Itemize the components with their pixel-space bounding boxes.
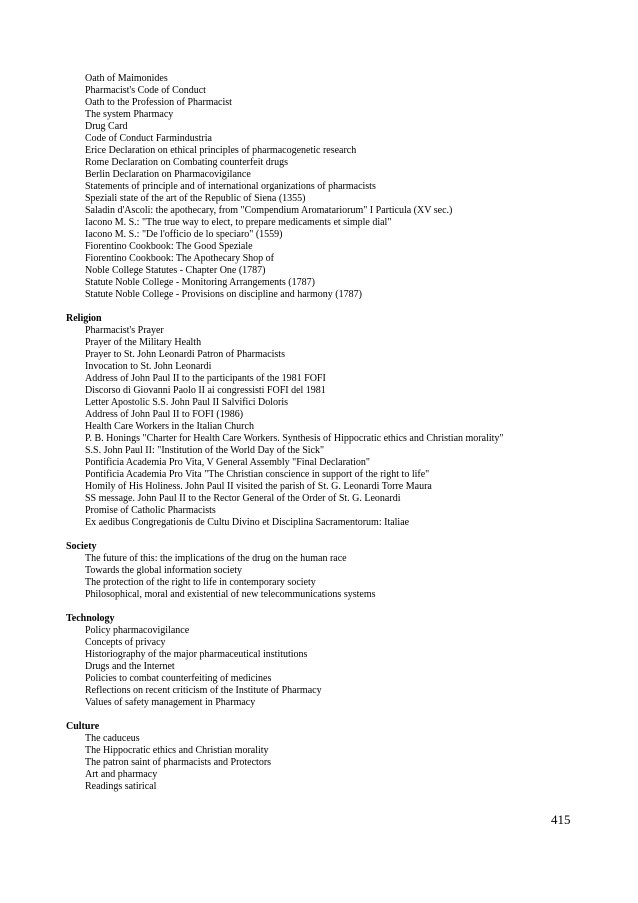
section-culture: [66, 721, 586, 793]
list-item: Invocation to St. John Leonardi: [85, 361, 212, 372]
list-item: Concepts of privacy: [85, 637, 166, 648]
list-item: Prayer of the Military Health: [85, 337, 202, 348]
list-item: Statements of principle and of international organizations of pharmacists: [85, 181, 376, 192]
list-item: Statute Noble College - Provisions on discipline and harmony (1787): [85, 289, 362, 300]
list-item: Fiorentino Cookbook: The Good Speziale: [85, 241, 253, 252]
list-item: Iacono M. S.: "De l'officio de lo speciaro" (1559): [85, 229, 283, 240]
list-item: Speziali state of the art of the Republic of Siena (1355): [85, 193, 306, 204]
list-item: Historiography of the major pharmaceutical institutions: [85, 649, 308, 660]
list-item: Homily of His Holiness. John Paul II visited the parish of St. G. Leonardi Torre Maura: [85, 481, 432, 492]
list-item: Berlin Declaration on Pharmacovigilance: [85, 169, 251, 180]
list-item: The Hippocratic ethics and Christian morality: [85, 745, 269, 756]
section-heading: Technology: [66, 613, 115, 624]
section-heading: Religion: [66, 313, 102, 324]
section-spacer: [66, 529, 586, 541]
list-item: Fiorentino Cookbook: The Apothecary Shop of: [85, 253, 274, 264]
list-item: The protection of the right to life in contemporary society: [85, 577, 316, 588]
list-item: Letter Apostolic S.S. John Paul II Salvifici Doloris: [85, 397, 289, 408]
list-item: Pontificia Academia Pro Vita, V General Assembly "Final Declaration": [85, 457, 371, 468]
list-item: SS message. John Paul II to the Rector General of the Order of St. G. Leonardi: [85, 493, 401, 504]
section-item-list: [66, 73, 586, 301]
section-item-list: [66, 625, 586, 709]
section-item-list: [66, 325, 586, 529]
list-item: Drugs and the Internet: [85, 661, 175, 672]
list-item: Rome Declaration on Combating counterfeit drugs: [85, 157, 289, 168]
list-item: S.S. John Paul II: "Institution of the World Day of the Sick": [85, 445, 325, 456]
list-item: Reflections on recent criticism of the Institute of Pharmacy: [85, 685, 322, 696]
list-item: Readings satirical: [85, 781, 157, 792]
section-spacer: [66, 709, 586, 721]
section-heading: Society: [66, 541, 97, 552]
page-number: 415: [551, 812, 571, 827]
list-item: Ex aedibus Congregationis de Cultu Divino et Disciplina Sacramentorum: Italiae: [85, 517, 410, 528]
section-heading: Culture: [66, 721, 100, 732]
section-untitled: [66, 73, 586, 301]
list-item: P. B. Honings "Charter for Health Care Workers. Synthesis of Hippocratic ethics and Christian morality": [85, 433, 504, 444]
list-item: Drug Card: [85, 121, 128, 132]
list-item: Pharmacist's Code of Conduct: [85, 85, 206, 96]
list-item: Pharmacist's Prayer: [85, 325, 164, 336]
list-item: Oath of Maimonides: [85, 73, 168, 84]
list-item: Oath to the Profession of Pharmacist: [85, 97, 232, 108]
list-item: Art and pharmacy: [85, 769, 158, 780]
list-item: Discorso di Giovanni Paolo II ai congressisti FOFI del 1981: [85, 385, 326, 396]
list-item: Address of John Paul II to FOFI (1986): [85, 409, 244, 420]
list-item: The system Pharmacy: [85, 109, 174, 120]
section-item-list: [66, 733, 586, 793]
list-item: Prayer to St. John Leonardi Patron of Pharmacists: [85, 349, 285, 360]
list-item: Code of Conduct Farmindustria: [85, 133, 212, 144]
list-item: Erice Declaration on ethical principles of pharmacogenetic research: [85, 145, 357, 156]
list-item: Philosophical, moral and existential of new telecommunications systems: [85, 589, 376, 600]
list-item: Promise of Catholic Pharmacists: [85, 505, 216, 516]
section-item-list: [66, 553, 586, 601]
list-item: Towards the global information society: [85, 565, 243, 576]
list-item: The future of this: the implications of the drug on the human race: [85, 553, 347, 564]
list-item: Pontificia Academia Pro Vita "The Christian conscience in support of the right to life": [85, 469, 430, 480]
list-item: Statute Noble College - Monitoring Arrangements (1787): [85, 277, 315, 288]
list-item: Values of safety management in Pharmacy: [85, 697, 256, 708]
list-item: Iacono M. S.: "The true way to elect, to prepare medicaments et simple dial": [85, 217, 392, 228]
list-item: Health Care Workers in the Italian Church: [85, 421, 254, 432]
section-society: [66, 541, 586, 601]
list-item: Policy pharmacovigilance: [85, 625, 190, 636]
section-spacer: [66, 301, 586, 313]
list-item: Saladin d'Ascoli: the apothecary, from "Compendium Aromatariorum" I Particula (XV sec.): [85, 205, 453, 216]
list-item: The patron saint of pharmacists and Protectors: [85, 757, 272, 768]
section-spacer: [66, 601, 586, 613]
section-technology: [66, 613, 586, 709]
list-item: Noble College Statutes - Chapter One (1787): [85, 265, 266, 276]
list-item: The caduceus: [85, 733, 140, 744]
section-religion: [66, 313, 586, 529]
contents-list: [66, 73, 586, 793]
list-item: Policies to combat counterfeiting of medicines: [85, 673, 272, 684]
list-item: Address of John Paul II to the participants of the 1981 FOFI: [85, 373, 326, 384]
